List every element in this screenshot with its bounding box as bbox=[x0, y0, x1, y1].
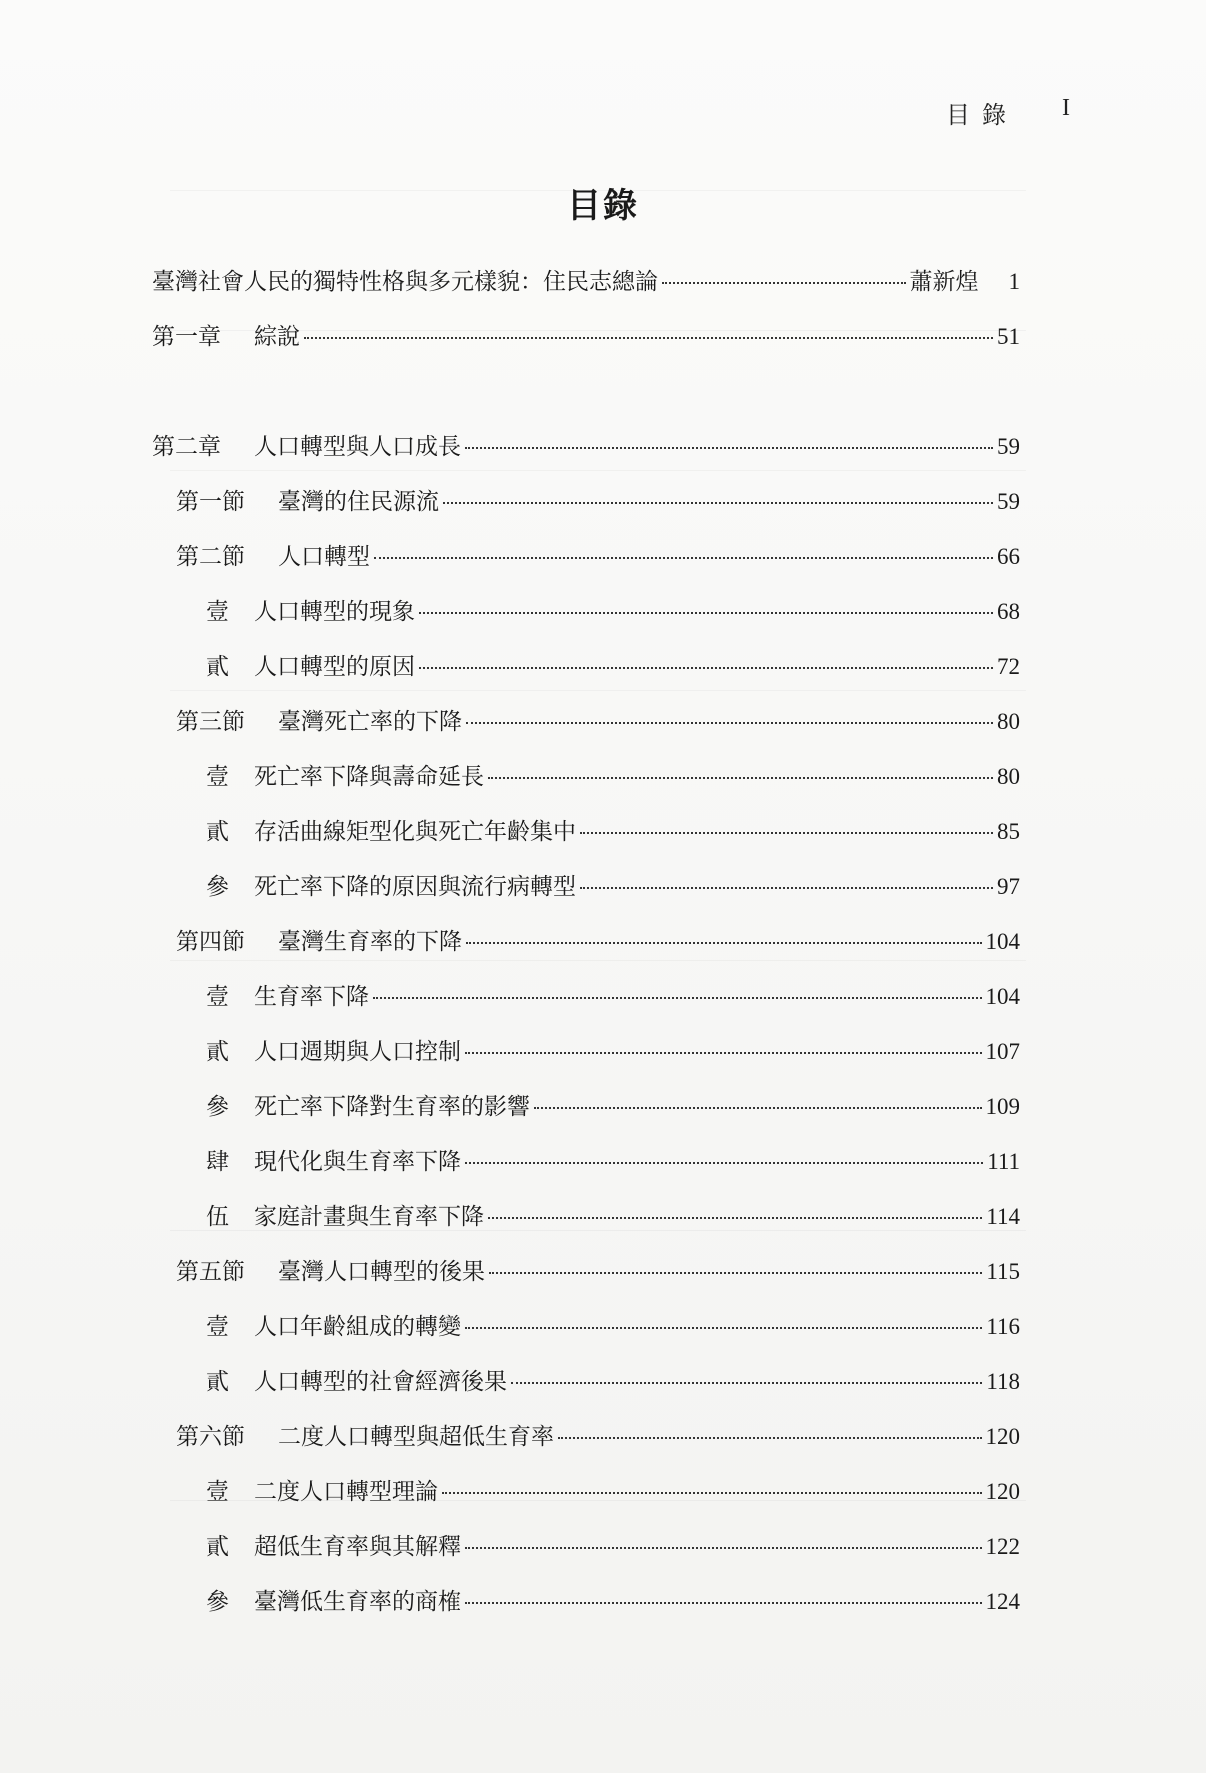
toc-entry-number: 伍 bbox=[206, 1204, 229, 1230]
toc-entry-page: 111 bbox=[987, 1149, 1020, 1174]
dot-leader bbox=[373, 997, 982, 999]
toc-entry-number: 第一節 bbox=[176, 489, 245, 515]
toc-entry-title: 生育率下降 bbox=[254, 984, 369, 1010]
toc-entry-number: 第二節 bbox=[176, 544, 245, 570]
toc-entry-title: 二度人口轉型理論 bbox=[254, 1479, 438, 1505]
toc-entry-title: 家庭計畫與生育率下降 bbox=[254, 1204, 484, 1230]
toc-entry-page: 104 bbox=[985, 984, 1020, 1009]
toc-entry-page: 104 bbox=[985, 929, 1020, 954]
toc-entry-page: 59 bbox=[997, 489, 1020, 514]
toc-entry-subsection[interactable] bbox=[152, 1477, 1020, 1532]
toc-entry-title: 臺灣社會人民的獨特性格與多元樣貌：住民志總論 bbox=[152, 269, 658, 295]
toc-entry-number: 壹 bbox=[206, 764, 229, 790]
toc-entry-subsection[interactable] bbox=[152, 762, 1020, 817]
toc-entry-number: 壹 bbox=[206, 1314, 229, 1340]
toc-entry-author: 蕭新煌 bbox=[909, 269, 979, 295]
toc-entry-number: 第一章 bbox=[152, 324, 221, 350]
toc-entry-number: 參 bbox=[206, 1094, 229, 1120]
toc-entry-title: 超低生育率與其解釋 bbox=[254, 1534, 461, 1560]
toc-entry-chapter[interactable] bbox=[152, 322, 1020, 432]
toc-entry-page: 68 bbox=[997, 599, 1020, 624]
toc-entry-number: 第五節 bbox=[176, 1259, 245, 1285]
toc-entry-title: 臺灣死亡率的下降 bbox=[278, 709, 462, 735]
toc-entry-title: 臺灣的住民源流 bbox=[278, 489, 439, 515]
toc-entry-title: 現代化與生育率下降 bbox=[254, 1149, 461, 1175]
dot-leader bbox=[511, 1382, 982, 1384]
toc-entry-title: 存活曲線矩型化與死亡年齡集中 bbox=[254, 819, 576, 845]
toc-entry-number: 貳 bbox=[206, 819, 229, 845]
toc-entry-page: 107 bbox=[985, 1039, 1020, 1064]
toc-entry-title: 人口週期與人口控制 bbox=[254, 1039, 461, 1065]
toc-entry-title: 死亡率下降的原因與流行病轉型 bbox=[254, 874, 576, 900]
toc-entry-section[interactable] bbox=[152, 542, 1020, 597]
toc-entry-title: 臺灣生育率的下降 bbox=[278, 929, 462, 955]
toc-entry-number: 貳 bbox=[206, 1369, 229, 1395]
toc-entry-section[interactable] bbox=[152, 487, 1020, 542]
running-header bbox=[946, 95, 1070, 130]
toc-entry-page: 59 bbox=[997, 434, 1020, 459]
toc-entry-page: 1 bbox=[1008, 269, 1020, 294]
table-of-contents bbox=[152, 267, 1020, 1642]
toc-entry-subsection[interactable] bbox=[152, 597, 1020, 652]
toc-entry-number: 第六節 bbox=[176, 1424, 245, 1450]
toc-entry-page: 109 bbox=[985, 1094, 1020, 1119]
toc-entry-title: 人口轉型的原因 bbox=[254, 654, 415, 680]
toc-entry-number: 第四節 bbox=[176, 929, 245, 955]
toc-entry-number: 第三節 bbox=[176, 709, 245, 735]
dot-leader bbox=[534, 1107, 982, 1109]
toc-entry-number: 參 bbox=[206, 1589, 229, 1615]
dot-leader bbox=[466, 942, 982, 944]
toc-entry-subsection[interactable] bbox=[152, 1092, 1020, 1147]
toc-entry-section[interactable] bbox=[152, 1422, 1020, 1477]
toc-entry-page: 85 bbox=[997, 819, 1020, 844]
toc-entry-title: 人口年齡組成的轉變 bbox=[254, 1314, 461, 1340]
dot-leader bbox=[465, 1052, 982, 1054]
toc-entry-title: 綜說 bbox=[254, 324, 300, 350]
toc-entry-subsection[interactable] bbox=[152, 1312, 1020, 1367]
page-title: 目錄 bbox=[567, 186, 639, 226]
dot-leader bbox=[580, 887, 993, 889]
toc-entry-page: 116 bbox=[986, 1314, 1020, 1339]
dot-leader bbox=[465, 1327, 982, 1329]
toc-entry-page: 114 bbox=[986, 1204, 1020, 1229]
toc-entry-subsection[interactable] bbox=[152, 1202, 1020, 1257]
toc-entry-number: 貳 bbox=[206, 1534, 229, 1560]
toc-entry-title: 人口轉型 bbox=[278, 544, 370, 570]
toc-entry-page: 72 bbox=[997, 654, 1020, 679]
toc-entry-section[interactable] bbox=[152, 1257, 1020, 1312]
toc-entry-title: 人口轉型與人口成長 bbox=[254, 434, 461, 460]
toc-entry-section[interactable] bbox=[152, 707, 1020, 762]
toc-entry-title: 人口轉型的現象 bbox=[254, 599, 415, 625]
dot-leader bbox=[304, 337, 993, 339]
toc-entry-section[interactable] bbox=[152, 927, 1020, 982]
toc-entry-title: 死亡率下降對生育率的影響 bbox=[254, 1094, 530, 1120]
toc-entry-subsection[interactable] bbox=[152, 1532, 1020, 1587]
toc-entry-title: 臺灣人口轉型的後果 bbox=[278, 1259, 485, 1285]
toc-entry-page: 80 bbox=[997, 764, 1020, 789]
toc-entry-subsection[interactable] bbox=[152, 872, 1020, 927]
dot-leader bbox=[419, 612, 993, 614]
toc-entry-subsection[interactable] bbox=[152, 1037, 1020, 1092]
dot-leader bbox=[662, 282, 906, 284]
dot-leader bbox=[580, 832, 993, 834]
dot-leader bbox=[558, 1437, 982, 1439]
toc-entry-number: 壹 bbox=[206, 984, 229, 1010]
toc-entry-number: 壹 bbox=[206, 1479, 229, 1505]
dot-leader bbox=[466, 722, 993, 724]
toc-entry-page: 66 bbox=[997, 544, 1020, 569]
toc-entry-subsection[interactable] bbox=[152, 1587, 1020, 1642]
toc-entry-subsection[interactable] bbox=[152, 982, 1020, 1037]
dot-leader bbox=[465, 447, 993, 449]
toc-entry-subsection[interactable] bbox=[152, 652, 1020, 707]
toc-entry-page: 80 bbox=[997, 709, 1020, 734]
toc-entry-page: 118 bbox=[986, 1369, 1020, 1394]
toc-entry-number: 貳 bbox=[206, 1039, 229, 1065]
dot-leader bbox=[488, 1217, 982, 1219]
toc-entry-page: 120 bbox=[985, 1424, 1020, 1449]
toc-entry-title: 二度人口轉型與超低生育率 bbox=[278, 1424, 554, 1450]
toc-entry-page: 122 bbox=[985, 1534, 1020, 1559]
toc-entry-page: 124 bbox=[985, 1589, 1020, 1614]
toc-entry-title: 人口轉型的社會經濟後果 bbox=[254, 1369, 507, 1395]
toc-entry-page: 115 bbox=[986, 1259, 1020, 1284]
toc-entry-number: 參 bbox=[206, 874, 229, 900]
toc-entry-number: 壹 bbox=[206, 599, 229, 625]
dot-leader bbox=[488, 777, 993, 779]
dot-leader bbox=[465, 1162, 983, 1164]
toc-entry-subsection[interactable] bbox=[152, 817, 1020, 872]
toc-entry-number: 貳 bbox=[206, 654, 229, 680]
toc-entry-number: 第二章 bbox=[152, 434, 221, 460]
dot-leader bbox=[465, 1602, 982, 1604]
toc-entry-title: 臺灣低生育率的商榷 bbox=[254, 1589, 461, 1615]
page-number: I bbox=[1062, 95, 1070, 121]
running-header-title: 目錄 bbox=[946, 101, 1018, 129]
toc-entry-intro[interactable] bbox=[152, 267, 1020, 322]
toc-entry-title: 死亡率下降與壽命延長 bbox=[254, 764, 484, 790]
toc-entry-number: 肆 bbox=[206, 1149, 229, 1175]
dot-leader bbox=[489, 1272, 982, 1274]
toc-entry-chapter[interactable] bbox=[152, 432, 1020, 487]
toc-entry-subsection[interactable] bbox=[152, 1147, 1020, 1202]
dot-leader bbox=[374, 557, 993, 559]
toc-entry-page: 120 bbox=[985, 1479, 1020, 1504]
toc-entry-page: 51 bbox=[997, 324, 1020, 349]
toc-entry-page: 97 bbox=[997, 874, 1020, 899]
dot-leader bbox=[465, 1547, 982, 1549]
dot-leader bbox=[419, 667, 993, 669]
dot-leader bbox=[443, 502, 993, 504]
dot-leader bbox=[442, 1492, 982, 1494]
toc-entry-subsection[interactable] bbox=[152, 1367, 1020, 1422]
